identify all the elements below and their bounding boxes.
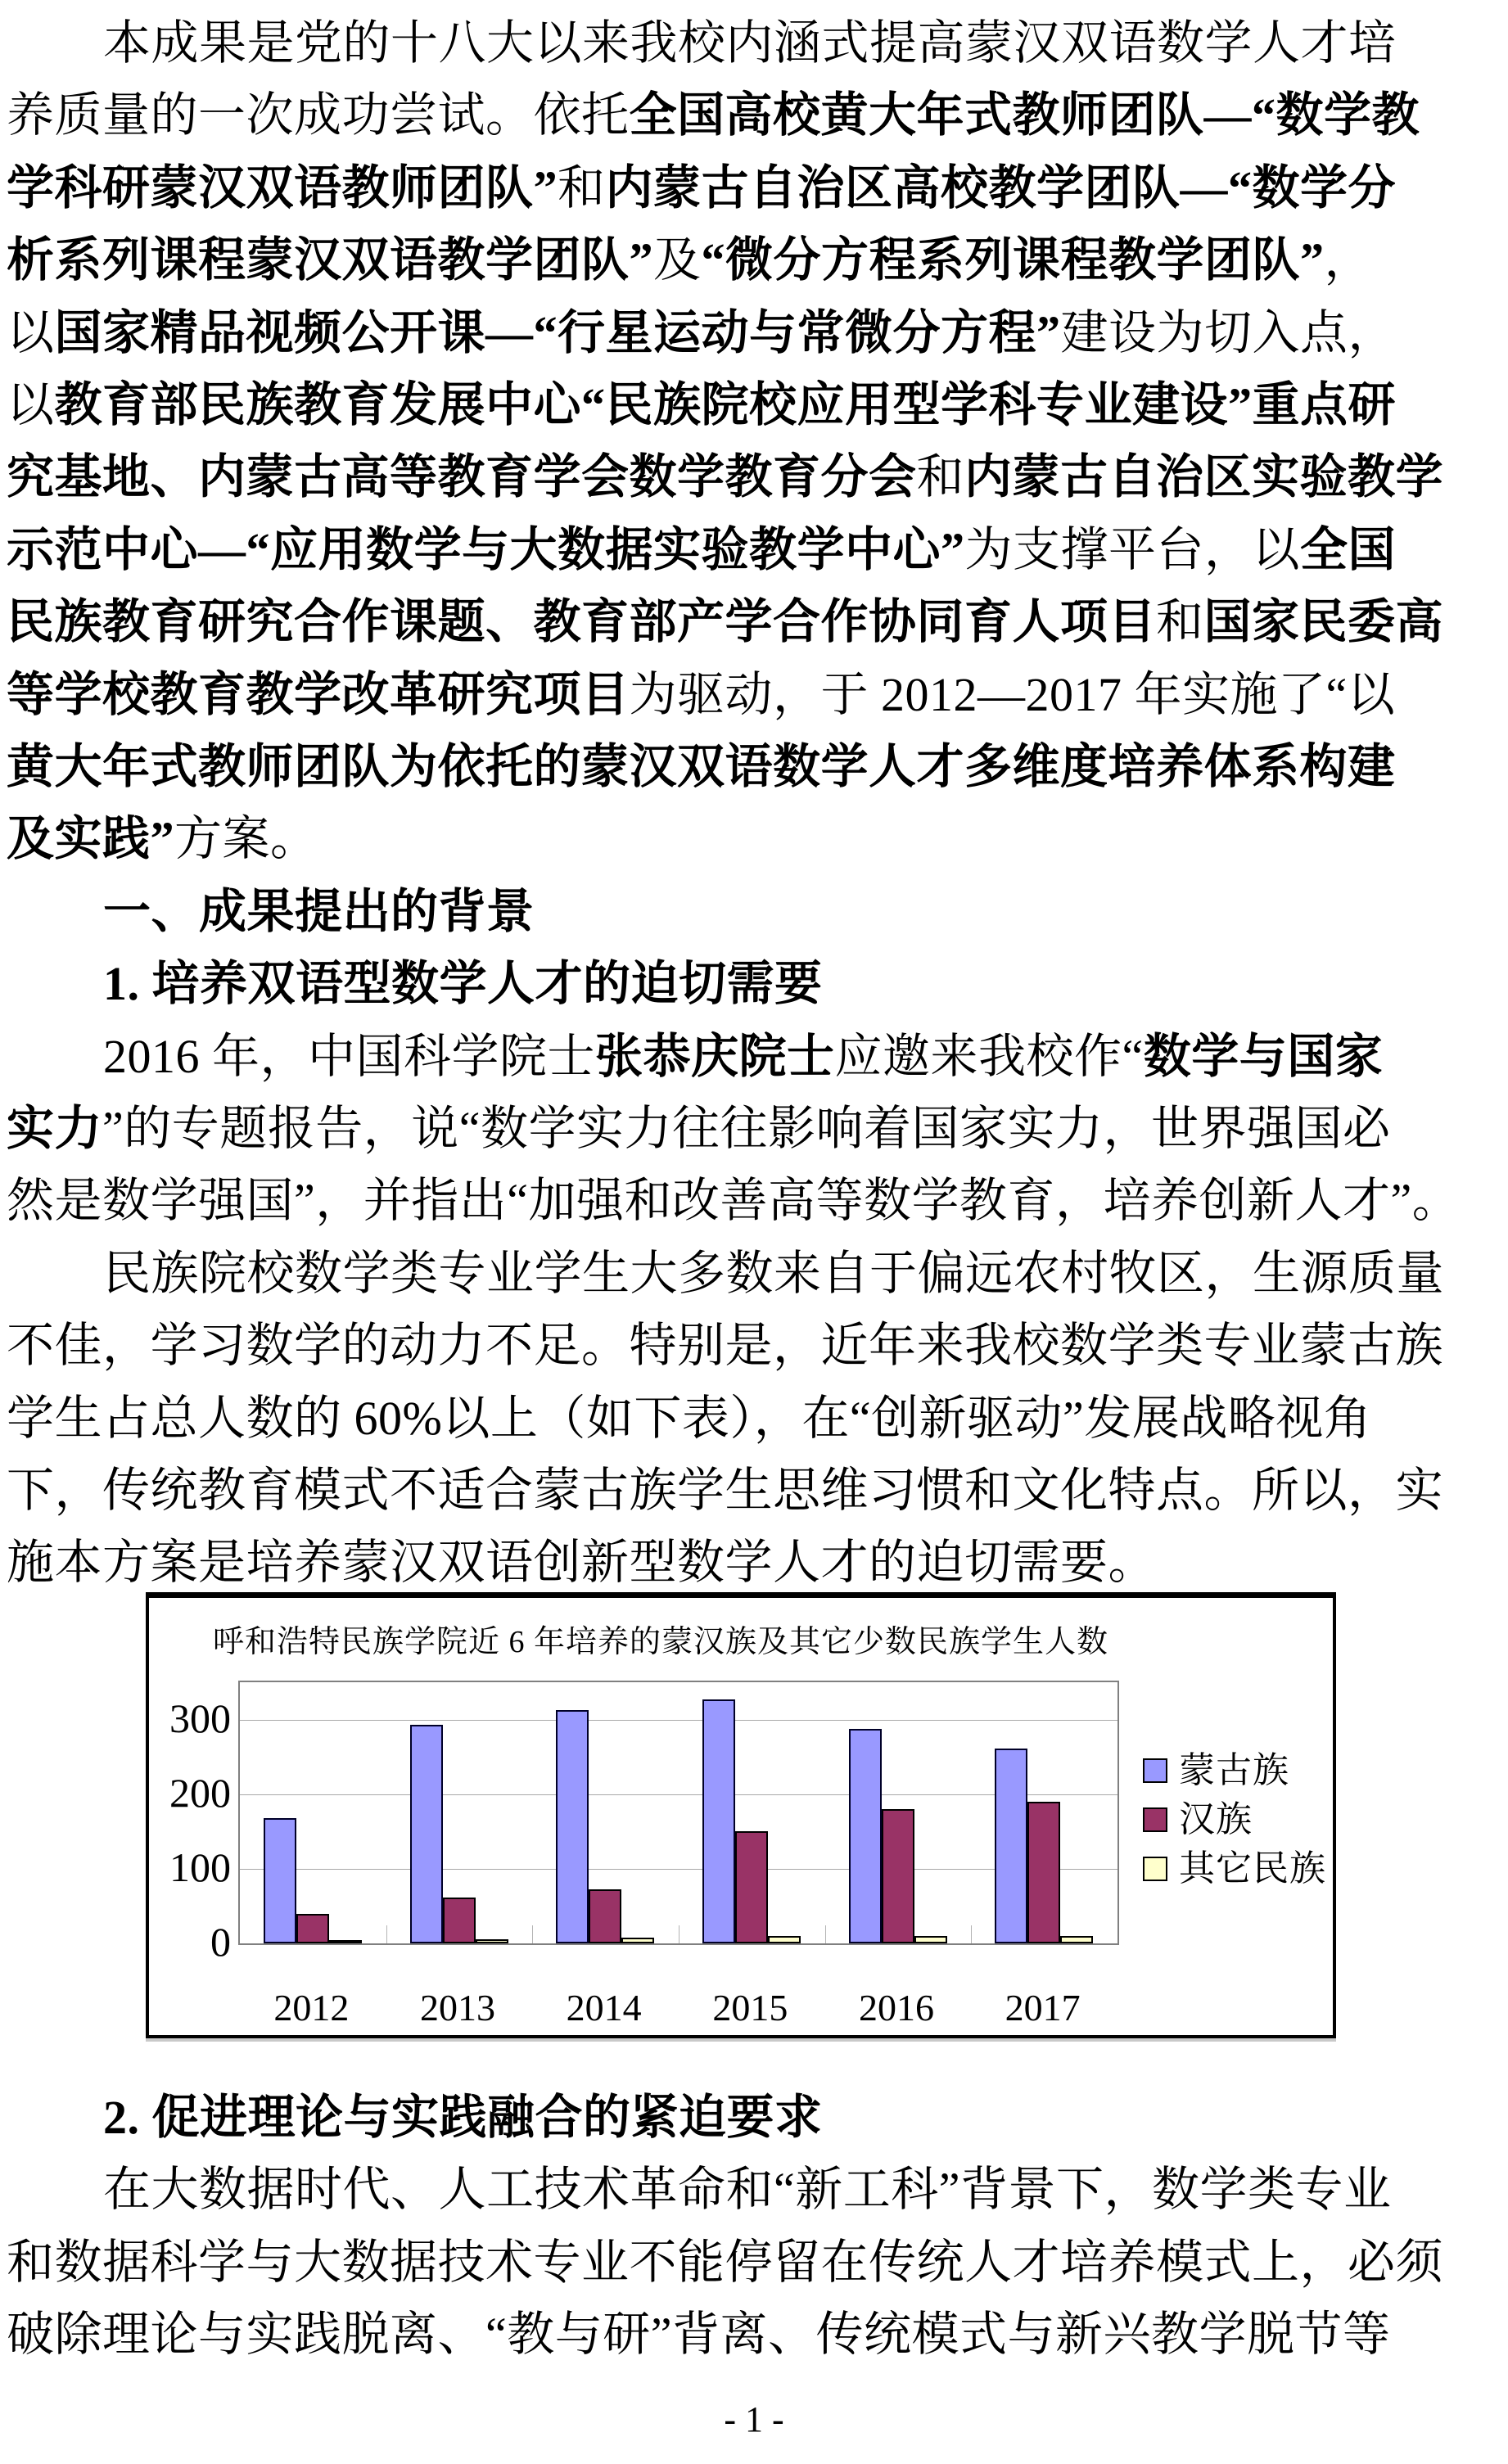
bold-text-segment: 一、成果提出的背景 — [103, 884, 535, 938]
x-axis-label-2016: 2016 — [859, 1987, 934, 2029]
y-axis-label-100: 100 — [169, 1844, 231, 1890]
text-segment: 方案。 — [174, 812, 318, 866]
y-axis-label-0: 0 — [210, 1919, 231, 1965]
text-segment: ， — [1324, 233, 1373, 287]
bold-text-segment: 实力 — [7, 1102, 103, 1155]
bold-text-segment: 民族教育研究合作课题、教育部产学合作协同育人项目 — [7, 595, 1157, 649]
text-segment: 和 — [558, 160, 606, 214]
bold-text-segment: 黄大年式教师团队为依托的蒙汉双语数学人才多维度培养体系构建 — [7, 740, 1396, 793]
text-segment: 在大数据时代、人工技术革命和“新工科”背景下，数学类专业 — [103, 2163, 1392, 2217]
body-line — [7, 2304, 1501, 2365]
body-line — [7, 2232, 1501, 2293]
text-segment: 为驱动，于 2012—2017 年实施了“以 — [629, 667, 1396, 721]
page-number: - 1 - — [724, 2399, 784, 2439]
text-segment: ”的专题报告，说“数学实力往往影响着国家实力，世界强国必 — [102, 1102, 1391, 1155]
x-axis-label-2012: 2012 — [273, 1987, 350, 2029]
text-segment: 学生占总人数的 60%以上（如下表），在“创新驱动”发展战略视角 — [7, 1391, 1372, 1445]
text-segment: 以 — [7, 378, 55, 431]
text-segment: 应邀来我校作“ — [834, 1029, 1144, 1083]
bold-text-segment: 究基地、内蒙古高等教育学会数学教育分会 — [7, 450, 917, 504]
text-segment: 为支撑平台，以 — [964, 522, 1301, 576]
text-segment: 和数据科学与大数据技术专业不能停留在传统人才培养模式上，必须 — [7, 2235, 1444, 2289]
bold-text-segment: 及实践” — [7, 812, 175, 866]
text-segment: 然是数学强国”，并指出“加强和改善高等数学教育，培养创新人才”。 — [7, 1174, 1461, 1228]
text-segment: 民族院校数学类专业学生大多数来自于偏远农村牧区，生源质量 — [103, 1246, 1445, 1300]
text-segment: 以 — [7, 305, 55, 359]
y-axis-label-300: 300 — [169, 1695, 231, 1741]
text-segment: 下，传统教育模式不适合蒙古族学生思维习惯和文化特点。所以，实 — [7, 1464, 1444, 1517]
bold-text-segment: 国家民委高 — [1203, 595, 1444, 649]
bold-text-segment: 全国 — [1300, 522, 1397, 576]
bold-text-segment: 内蒙古自治区高校教学团队—“数学分 — [605, 160, 1397, 214]
bold-text-segment: 2. 促进理论与实践融合的紧迫要求 — [103, 2091, 823, 2144]
y-axis-label-200: 200 — [169, 1770, 231, 1816]
bold-text-segment: 国家精品视频公开课—“行星运动与常微分方程” — [54, 305, 1061, 359]
body-line — [7, 2159, 1508, 2220]
legend-label-蒙古族: 蒙古族 — [1179, 1750, 1289, 1790]
legend-label-汉族: 汉族 — [1179, 1799, 1253, 1839]
text-segment: 和 — [1156, 595, 1204, 649]
text-segment: 本成果是党的十八大以来我校内涵式提高蒙汉双语数学人才培 — [103, 16, 1397, 70]
bold-text-segment: 数学与国家 — [1143, 1029, 1384, 1083]
bold-text-segment: 学科研蒙汉双语教师团队” — [7, 160, 558, 214]
bold-text-segment: 等学校教育教学改革研究项目 — [7, 667, 630, 721]
bold-text-segment: “微分方程系列课程教学团队” — [701, 233, 1325, 287]
x-axis-label-2017: 2017 — [1005, 1987, 1081, 2029]
text-segment: 不佳，学习数学的动力不足。特别是，近年来我校数学类专业蒙古族 — [7, 1319, 1444, 1373]
chart-title: 呼和浩特民族学院近 6 年培养的蒙汉族及其它少数民族学生人数 — [212, 1625, 1108, 1659]
bold-text-segment: 析系列课程蒙汉双语教学团队” — [7, 233, 654, 287]
bold-text-segment: 张恭庆院士 — [595, 1029, 835, 1083]
x-axis-label-2015: 2015 — [712, 1987, 788, 2029]
body-line — [7, 2087, 1508, 2148]
text-segment: 破除理论与实践脱离、“教与研”背离、传统模式与新兴教学脱节等 — [7, 2308, 1391, 2362]
text-segment: 建设为切入点， — [1060, 305, 1397, 359]
x-axis-label-2013: 2013 — [420, 1987, 495, 2029]
text-segment: 及 — [653, 233, 702, 287]
text-segment: 施本方案是培养蒙汉双语创新型数学人才的迫切需要。 — [7, 1536, 1157, 1590]
text-segment: 和 — [916, 450, 965, 504]
legend-label-其它民族: 其它民族 — [1179, 1848, 1326, 1889]
bold-text-segment: 全国高校黄大年式教师团队—“数学教 — [629, 88, 1420, 142]
bold-text-segment: 示范中心—“应用数学与大数据实验教学中心” — [7, 522, 965, 576]
bold-text-segment: 教育部民族教育发展中心“民族院校应用型学科专业建设”重点研 — [54, 378, 1397, 431]
text-segment: 2016 年，中国科学院士 — [103, 1029, 596, 1083]
text-segment: 养质量的一次成功尝试。依托 — [7, 88, 630, 142]
bold-text-segment: 内蒙古自治区实验教学 — [964, 450, 1444, 504]
x-axis-label-2014: 2014 — [566, 1987, 642, 2029]
bold-text-segment: 1. 培养双语型数学人才的迫切需要 — [103, 957, 823, 1011]
